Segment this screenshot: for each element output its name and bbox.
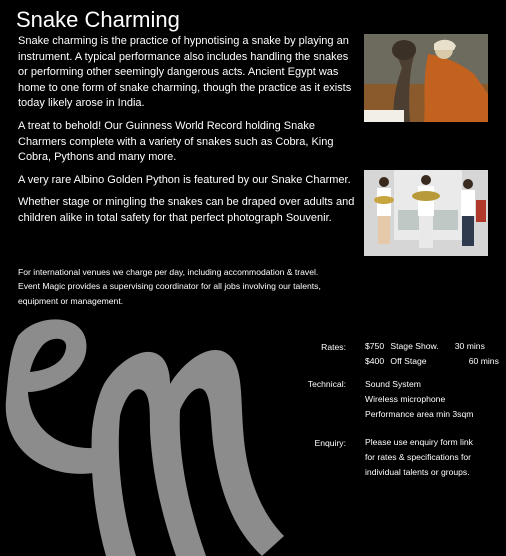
note-line: equipment or management. xyxy=(18,295,124,306)
paragraph: A very rare Albino Golden Python is featured by our Snake Charmer. xyxy=(18,173,351,186)
intro-text xyxy=(18,34,356,234)
pricing-note xyxy=(18,265,348,308)
snake-charmer-with-children-photo xyxy=(364,170,488,256)
rate-activity: Stage Show. xyxy=(390,341,439,351)
note-line: Event Magic provides a supervising coordinator for all jobs involving our talents, xyxy=(18,281,321,292)
paragraph: A treat to behold! Our Guinness World Record holding Snake Charmers complete with a variety of snakes such as Cobra, King Cobra, Pythons and many more. xyxy=(18,119,334,164)
rate-price: $750 xyxy=(365,341,385,351)
technical-item: Sound System xyxy=(365,379,421,389)
technical-item: Performance area min 3sqm xyxy=(365,409,474,419)
rates-list xyxy=(365,339,499,369)
paragraph: Snake charming is the practice of hypnotising a snake by playing an instrument. A typical performance also includes handling the snakes or performing other seemingly dangerous acts. Ancient Egypt was home to one form of snake charming, though the practice as it exists today likely arose in India. xyxy=(18,35,352,110)
enquiry-text xyxy=(365,435,473,480)
technical-item: Wireless microphone xyxy=(365,394,446,404)
rate-duration: 30 mins xyxy=(454,341,485,351)
paragraph: Whether stage or mingling the snakes can be draped over adults and children alike in total safety for that perfect photograph Souvenir. xyxy=(18,196,355,224)
rate-price: $400 xyxy=(365,356,385,366)
enquiry-line: individual talents or groups. xyxy=(365,467,470,477)
page-title: Snake Charming xyxy=(16,7,180,32)
rates-label: Rates: xyxy=(321,342,346,352)
rate-row xyxy=(365,339,499,354)
enquiry-label: Enquiry: xyxy=(314,438,346,448)
note-line: For international venues we charge per day, including accommodation & travel. xyxy=(18,267,319,277)
rate-duration: 60 mins xyxy=(468,356,499,366)
technical-list xyxy=(365,377,473,422)
rate-activity: Off Stage xyxy=(390,356,427,366)
enquiry-line: for rates & specifications for xyxy=(365,452,472,462)
em-watermark-logo xyxy=(0,300,320,556)
snake-charmer-with-cobra-photo xyxy=(364,34,488,122)
enquiry-line: Please use enquiry form link xyxy=(365,437,473,447)
technical-label: Technical: xyxy=(307,379,346,389)
rate-row xyxy=(365,354,499,369)
